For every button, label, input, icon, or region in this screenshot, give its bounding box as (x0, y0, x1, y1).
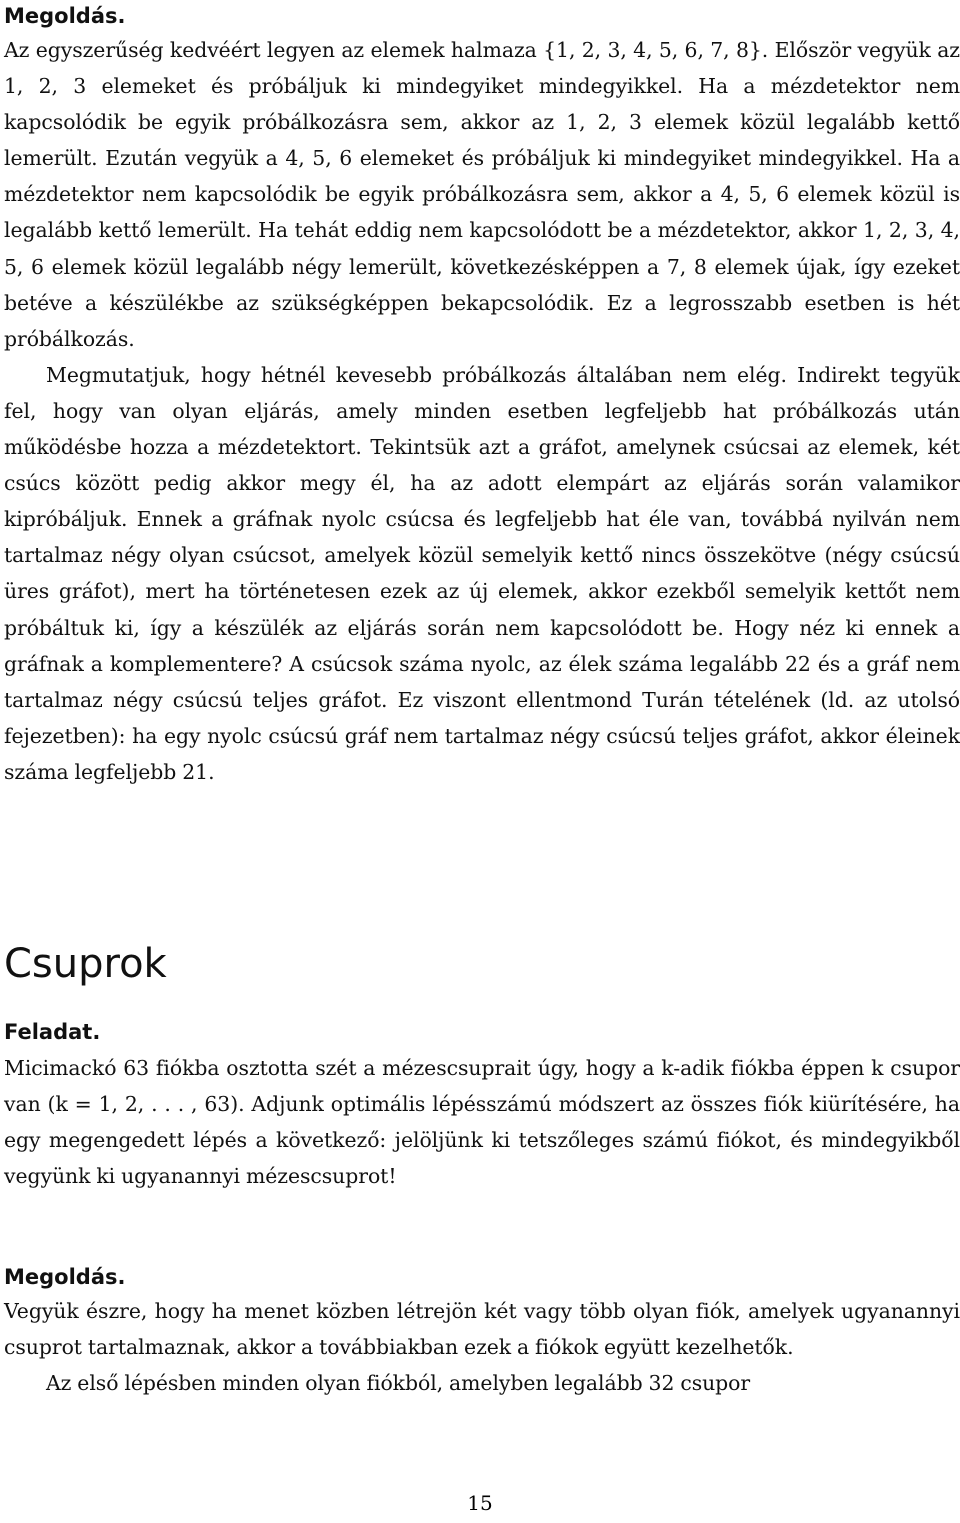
solution-body (4, 32, 960, 790)
solution2-label: Megoldás. (4, 1265, 126, 1289)
problem-text: Micimackó 63 fiókba osztotta szét a mézescsuprait úgy, hogy a k-adik fiókba éppen k csupor van (k = 1, 2, . . . , 63). Adjunk optimális lépésszámú módszert az összes fiók kiürítésére, ha egy megengedett lépés a következő: jelöljünk ki tetszőleges számú fiókot, és mindegyikből vegyünk ki ugyanannyi mézescsuprot! (4, 1056, 960, 1189)
solution2-body (4, 1293, 960, 1401)
solution2-paragraph-2: Az első lépésben minden olyan fiókból, amelyben legalább 32 csupor (46, 1371, 751, 1396)
section-title: Csuprok (4, 941, 167, 987)
solution-paragraph-2: Megmutatjuk, hogy hétnél kevesebb próbálkozás általában nem elég. Indirekt tegyük fel, hogy van olyan eljárás, amely minden esetben legfeljebb hat próbálkozás után működésbe hozza a mézdetektort. Tekintsük azt a gráfot, amelynek csúcsai az elemek, két csúcs között pedig akkor megy él, ha az adott elempárt az eljárás során valamikor kipróbáljuk. Ennek a gráfnak nyolc csúcsa és legfeljebb hat éle van, továbbá nyilván nem tartalmaz négy olyan csúcsot, amelyek közül semelyik kettő nincs összekötve (négy csúcsú üres gráfot), mert ha történetesen ezek az új elemek, akkor ezekből semelyik kettőt nem próbáltuk ki, így a készülék az eljárás során nem kapcsolódott be. Hogy néz ki ennek a gráfnak a komplementere? A csúcsok száma nyolc, az élek száma legalább 22 és a gráf nem tartalmaz négy csúcsú teljes gráfot. Ez viszont ellentmond Turán tételének (ld. az utolsó fejezetben): ha egy nyolc csúcsú gráf nem tartalmaz négy csúcsú teljes gráfot, akkor éleinek száma legfeljebb 21. (4, 362, 960, 784)
section-heading-block (4, 940, 960, 988)
solution2-block (4, 1264, 960, 1290)
problem-block (4, 1019, 960, 1045)
solution-block (4, 3, 960, 29)
problem-label: Feladat. (4, 1020, 101, 1044)
problem-body (4, 1050, 960, 1194)
page-number: 15 (467, 1491, 493, 1515)
solution-paragraph-1: Az egyszerűség kedvéért legyen az elemek halmaza {1, 2, 3, 4, 5, 6, 7, 8}. Először vegyük az 1, 2, 3 elemeket és próbáljuk ki mindegyiket mindegyikkel. Ha a mézdetektor nem kapcsolódik be egyik próbálkozásra sem, akkor az 1, 2, 3 elemek közül legalább kettő lemerült. Ezután vegyük a 4, 5, 6 elemeket és próbáljuk ki mindegyiket mindegyikkel. Ha a mézdetektor nem kapcsolódik be egyik próbálkozásra sem, akkor a 4, 5, 6 elemek közül is legalább kettő lemerült. Ha tehát eddig nem kapcsolódott be a mézdetektor, akkor 1, 2, 3, 4, 5, 6 elemek közül legalább négy lemerült, következésképpen a 7, 8 elemek újak, így ezeket betéve a készülékbe az szükségképpen bekapcsolódik. Ez a legrosszabb esetben is hét próbálkozás. (4, 38, 960, 351)
solution2-paragraph-1: Vegyük észre, hogy ha menet közben létrejön két vagy több olyan fiók, amelyek ugyanannyi csuprot tartalmaznak, akkor a továbbiakban ezek a fiókok együtt kezelhetők. (4, 1299, 960, 1360)
solution-label: Megoldás. (4, 4, 126, 28)
